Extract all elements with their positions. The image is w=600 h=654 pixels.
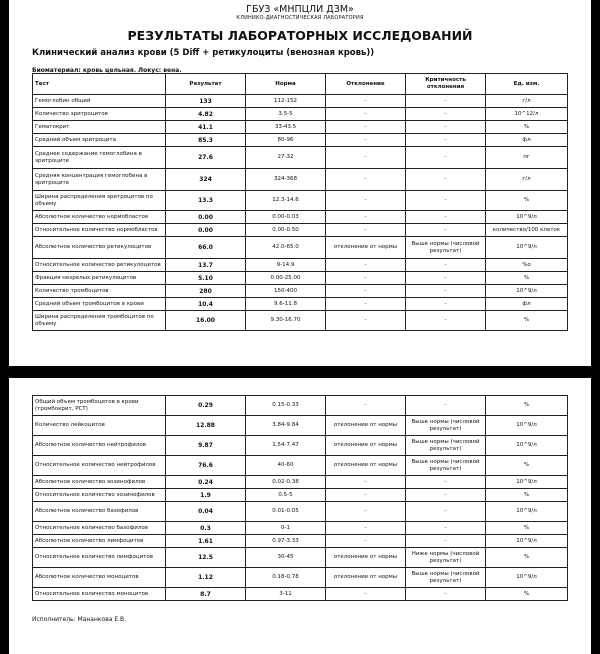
result-cell: 133 bbox=[166, 95, 246, 108]
col-header-unit: Ед. изм. bbox=[486, 74, 568, 95]
criticality-cell: Выше нормы (числовой результат) bbox=[406, 456, 486, 476]
criticality-cell: - bbox=[406, 191, 486, 211]
norm-cell: 3.84-9.84 bbox=[246, 416, 326, 436]
unit-cell: % bbox=[486, 272, 568, 285]
norm-cell: 80-96 bbox=[246, 134, 326, 147]
criticality-cell: - bbox=[406, 476, 486, 489]
norm-cell: 33-43.5 bbox=[246, 121, 326, 134]
norm-cell: 0.00-0.03 bbox=[246, 211, 326, 224]
test-name-cell: Абсолютное количество эозинофилов bbox=[33, 476, 166, 489]
table-row bbox=[33, 436, 568, 456]
deviation-cell: - bbox=[326, 191, 406, 211]
test-name-cell: Относительное количество моноцитов bbox=[33, 588, 166, 601]
result-cell: 66.0 bbox=[166, 237, 246, 259]
test-name-cell: Абсолютное количество нейтрофилов bbox=[33, 436, 166, 456]
norm-cell: 9-14.9 bbox=[246, 259, 326, 272]
table-row bbox=[33, 298, 568, 311]
criticality-cell: Выше нормы (числовой результат) bbox=[406, 436, 486, 456]
criticality-cell: - bbox=[406, 311, 486, 331]
norm-cell: 0.01-0.05 bbox=[246, 502, 326, 522]
deviation-cell: - bbox=[326, 108, 406, 121]
table-row bbox=[33, 489, 568, 502]
test-name-cell: Абсолютное количество моноцитов bbox=[33, 568, 166, 588]
result-cell: 5.10 bbox=[166, 272, 246, 285]
report-title: РЕЗУЛЬТАТЫ ЛАБОРАТОРНЫХ ИССЛЕДОВАНИЙ bbox=[127, 28, 473, 43]
test-name-cell: Средний объем тромбоцитов в крови bbox=[33, 298, 166, 311]
result-cell: 8.7 bbox=[166, 588, 246, 601]
test-name-cell: Количество лейкоцитов bbox=[33, 416, 166, 436]
result-cell: 0.24 bbox=[166, 476, 246, 489]
criticality-cell: - bbox=[406, 588, 486, 601]
deviation-cell: - bbox=[326, 588, 406, 601]
table-row bbox=[33, 224, 568, 237]
test-name-cell: Абсолютное количество базофилов bbox=[33, 502, 166, 522]
deviation-cell: - bbox=[326, 211, 406, 224]
deviation-cell: - bbox=[326, 298, 406, 311]
criticality-cell: Выше нормы (числовой результат) bbox=[406, 416, 486, 436]
table-row bbox=[33, 522, 568, 535]
criticality-cell: - bbox=[406, 259, 486, 272]
unit-cell: количество/100 клеток bbox=[486, 224, 568, 237]
table-row bbox=[33, 272, 568, 285]
criticality-cell: - bbox=[406, 535, 486, 548]
criticality-cell: - bbox=[406, 489, 486, 502]
table-row bbox=[33, 396, 568, 416]
norm-cell: 112-152 bbox=[246, 95, 326, 108]
norm-cell: 0.00-25.00 bbox=[246, 272, 326, 285]
result-cell: 280 bbox=[166, 285, 246, 298]
norm-cell: 3.5-5 bbox=[246, 108, 326, 121]
result-cell: 0.04 bbox=[166, 502, 246, 522]
unit-cell: 10^9/л bbox=[486, 502, 568, 522]
biomaterial-info: Биоматериал: кровь цельная. Локус: вена. bbox=[32, 67, 182, 74]
norm-cell: 1.54-7.47 bbox=[246, 436, 326, 456]
unit-cell: 10^9/л bbox=[486, 535, 568, 548]
test-name-cell: Гемоглобин общий bbox=[33, 95, 166, 108]
table-row bbox=[33, 588, 568, 601]
unit-cell: % bbox=[486, 311, 568, 331]
criticality-cell: - bbox=[406, 502, 486, 522]
table-row bbox=[33, 191, 568, 211]
table-row bbox=[33, 548, 568, 568]
analysis-name: Клинический анализ крови (5 Diff + ретикулоциты (венозная кровь)) bbox=[32, 48, 375, 58]
table-row bbox=[33, 568, 568, 588]
table-header-row bbox=[33, 74, 568, 95]
norm-cell: 27-32 bbox=[246, 147, 326, 169]
deviation-cell: - bbox=[326, 476, 406, 489]
deviation-cell: - bbox=[326, 311, 406, 331]
norm-cell: 12.3-14.6 bbox=[246, 191, 326, 211]
col-header-test: Тест bbox=[33, 74, 166, 95]
table-row bbox=[33, 95, 568, 108]
criticality-cell: - bbox=[406, 211, 486, 224]
deviation-cell: - bbox=[326, 489, 406, 502]
results-table-page-1 bbox=[32, 73, 568, 331]
deviation-cell: отклонение от нормы bbox=[326, 436, 406, 456]
deviation-cell: отклонение от нормы bbox=[326, 456, 406, 476]
norm-cell: 30-45 bbox=[246, 548, 326, 568]
test-name-cell: Фракция незрелых ретикулоцитов bbox=[33, 272, 166, 285]
unit-cell: г/л bbox=[486, 169, 568, 191]
result-cell: 0.00 bbox=[166, 224, 246, 237]
table-row bbox=[33, 476, 568, 489]
criticality-cell: - bbox=[406, 147, 486, 169]
test-name-cell: Ширина распределения тромбоцитов по объему bbox=[33, 311, 166, 331]
result-cell: 1.12 bbox=[166, 568, 246, 588]
result-cell: 16.00 bbox=[166, 311, 246, 331]
result-cell: 13.3 bbox=[166, 191, 246, 211]
unit-cell: 10^9/л bbox=[486, 416, 568, 436]
report-page-2 bbox=[9, 378, 591, 654]
deviation-cell: - bbox=[326, 535, 406, 548]
test-name-cell: Общий объем тромбоцитов в крови (тромбокрит, PCT) bbox=[33, 396, 166, 416]
deviation-cell: - bbox=[326, 121, 406, 134]
deviation-cell: - bbox=[326, 95, 406, 108]
result-cell: 9.87 bbox=[166, 436, 246, 456]
unit-cell: 10^9/л bbox=[486, 568, 568, 588]
test-name-cell: Абсолютное количество нормобластов bbox=[33, 211, 166, 224]
unit-cell: % bbox=[486, 588, 568, 601]
table-row bbox=[33, 311, 568, 331]
deviation-cell: отклонение от нормы bbox=[326, 237, 406, 259]
unit-cell: 10^9/л bbox=[486, 237, 568, 259]
test-name-cell: Средний объем эритроцита bbox=[33, 134, 166, 147]
table-row bbox=[33, 456, 568, 476]
test-name-cell: Относительное количество эозинофилов bbox=[33, 489, 166, 502]
test-name-cell: Средняя концентрация гемоглобина в эритроците bbox=[33, 169, 166, 191]
norm-cell: 0.00-0.50 bbox=[246, 224, 326, 237]
result-cell: 10.4 bbox=[166, 298, 246, 311]
criticality-cell: - bbox=[406, 285, 486, 298]
test-name-cell: Относительное количество лимфоцитов bbox=[33, 548, 166, 568]
result-cell: 0.3 bbox=[166, 522, 246, 535]
criticality-cell: - bbox=[406, 121, 486, 134]
deviation-cell: - bbox=[326, 169, 406, 191]
norm-cell: 0.5-5 bbox=[246, 489, 326, 502]
unit-cell: фл bbox=[486, 298, 568, 311]
test-name-cell: Среднее содержание гемоглобина в эритроците bbox=[33, 147, 166, 169]
criticality-cell: - bbox=[406, 396, 486, 416]
deviation-cell: - bbox=[326, 285, 406, 298]
table-row bbox=[33, 502, 568, 522]
result-cell: 85.3 bbox=[166, 134, 246, 147]
result-cell: 4.82 bbox=[166, 108, 246, 121]
unit-cell: % bbox=[486, 121, 568, 134]
table-row bbox=[33, 259, 568, 272]
table-row bbox=[33, 535, 568, 548]
test-name-cell: Относительное количество ретикулоцитов bbox=[33, 259, 166, 272]
table-row bbox=[33, 285, 568, 298]
result-cell: 0.29 bbox=[166, 396, 246, 416]
organization-name: ГБУЗ «МНПЦЛИ ДЗМ» bbox=[246, 4, 354, 15]
deviation-cell: - bbox=[326, 147, 406, 169]
unit-cell: % bbox=[486, 489, 568, 502]
test-name-cell: Относительное количество нейтрофилов bbox=[33, 456, 166, 476]
col-header-norm: Норма bbox=[246, 74, 326, 95]
unit-cell: % bbox=[486, 456, 568, 476]
col-header-deviation: Отклонение bbox=[326, 74, 406, 95]
deviation-cell: отклонение от нормы bbox=[326, 568, 406, 588]
lab-subtitle: КЛИНИКО-ДИАГНОСТИЧЕСКАЯ ЛАБОРАТОРИЯ bbox=[236, 15, 364, 21]
test-name-cell: Абсолютное количество ретикулоцитов bbox=[33, 237, 166, 259]
norm-cell: 0-1 bbox=[246, 522, 326, 535]
result-cell: 324 bbox=[166, 169, 246, 191]
deviation-cell: - bbox=[326, 502, 406, 522]
deviation-cell: - bbox=[326, 272, 406, 285]
deviation-cell: отклонение от нормы bbox=[326, 416, 406, 436]
criticality-cell: - bbox=[406, 298, 486, 311]
unit-cell: 10^9/л bbox=[486, 476, 568, 489]
criticality-cell: Ниже нормы (числовой результат) bbox=[406, 548, 486, 568]
norm-cell: 0.15-0.33 bbox=[246, 396, 326, 416]
norm-cell: 3-11 bbox=[246, 588, 326, 601]
criticality-cell: Выше нормы (числовой результат) bbox=[406, 568, 486, 588]
criticality-cell: - bbox=[406, 224, 486, 237]
table-row bbox=[33, 237, 568, 259]
test-name-cell: Количество тромбоцитов bbox=[33, 285, 166, 298]
unit-cell: фл bbox=[486, 134, 568, 147]
norm-cell: 9.30-16.70 bbox=[246, 311, 326, 331]
norm-cell: 42.0-65.0 bbox=[246, 237, 326, 259]
unit-cell: 10^12/л bbox=[486, 108, 568, 121]
col-header-result: Результат bbox=[166, 74, 246, 95]
test-name-cell: Относительное количество нормобластов bbox=[33, 224, 166, 237]
deviation-cell: отклонение от нормы bbox=[326, 548, 406, 568]
norm-cell: 0.02-0.38 bbox=[246, 476, 326, 489]
deviation-cell: - bbox=[326, 134, 406, 147]
executor-signature: Исполнитель: Мананкова Е.В. bbox=[32, 616, 127, 623]
result-cell: 1.61 bbox=[166, 535, 246, 548]
criticality-cell: - bbox=[406, 134, 486, 147]
criticality-cell: - bbox=[406, 272, 486, 285]
norm-cell: 150-400 bbox=[246, 285, 326, 298]
deviation-cell: - bbox=[326, 396, 406, 416]
unit-cell: 10^9/л bbox=[486, 285, 568, 298]
unit-cell: % bbox=[486, 396, 568, 416]
unit-cell: % bbox=[486, 522, 568, 535]
table-row bbox=[33, 416, 568, 436]
table-row bbox=[33, 169, 568, 191]
norm-cell: 324-368 bbox=[246, 169, 326, 191]
result-cell: 12.88 bbox=[166, 416, 246, 436]
result-cell: 13.7 bbox=[166, 259, 246, 272]
col-header-criticality: Критичность отклонения bbox=[406, 74, 486, 95]
table-row bbox=[33, 121, 568, 134]
norm-cell: 0.97-3.33 bbox=[246, 535, 326, 548]
table-row bbox=[33, 134, 568, 147]
test-name-cell: Количество эритроцитов bbox=[33, 108, 166, 121]
unit-cell: 10^9/л bbox=[486, 211, 568, 224]
table-row bbox=[33, 147, 568, 169]
unit-cell: пг bbox=[486, 147, 568, 169]
norm-cell: 40-60 bbox=[246, 456, 326, 476]
table-row bbox=[33, 108, 568, 121]
criticality-cell: - bbox=[406, 169, 486, 191]
deviation-cell: - bbox=[326, 522, 406, 535]
deviation-cell: - bbox=[326, 224, 406, 237]
norm-cell: 0.18-0.78 bbox=[246, 568, 326, 588]
criticality-cell: - bbox=[406, 108, 486, 121]
result-cell: 27.6 bbox=[166, 147, 246, 169]
deviation-cell: - bbox=[326, 259, 406, 272]
result-cell: 76.6 bbox=[166, 456, 246, 476]
report-page-1 bbox=[9, 0, 591, 366]
unit-cell: % bbox=[486, 191, 568, 211]
unit-cell: 10^9/л bbox=[486, 436, 568, 456]
test-name-cell: Ширина распределения эритроцитов по объему bbox=[33, 191, 166, 211]
unit-cell: %о bbox=[486, 259, 568, 272]
norm-cell: 9.6-11.8 bbox=[246, 298, 326, 311]
result-cell: 0.00 bbox=[166, 211, 246, 224]
table-row bbox=[33, 211, 568, 224]
criticality-cell: - bbox=[406, 522, 486, 535]
test-name-cell: Гематокрит bbox=[33, 121, 166, 134]
results-table-page-2 bbox=[32, 395, 568, 601]
unit-cell: % bbox=[486, 548, 568, 568]
result-cell: 41.1 bbox=[166, 121, 246, 134]
result-cell: 1.9 bbox=[166, 489, 246, 502]
criticality-cell: - bbox=[406, 95, 486, 108]
result-cell: 12.5 bbox=[166, 548, 246, 568]
criticality-cell: Выше нормы (числовой результат) bbox=[406, 237, 486, 259]
test-name-cell: Абсолютное количество лимфоцитов bbox=[33, 535, 166, 548]
unit-cell: г/л bbox=[486, 95, 568, 108]
test-name-cell: Относительное количество базофилов bbox=[33, 522, 166, 535]
